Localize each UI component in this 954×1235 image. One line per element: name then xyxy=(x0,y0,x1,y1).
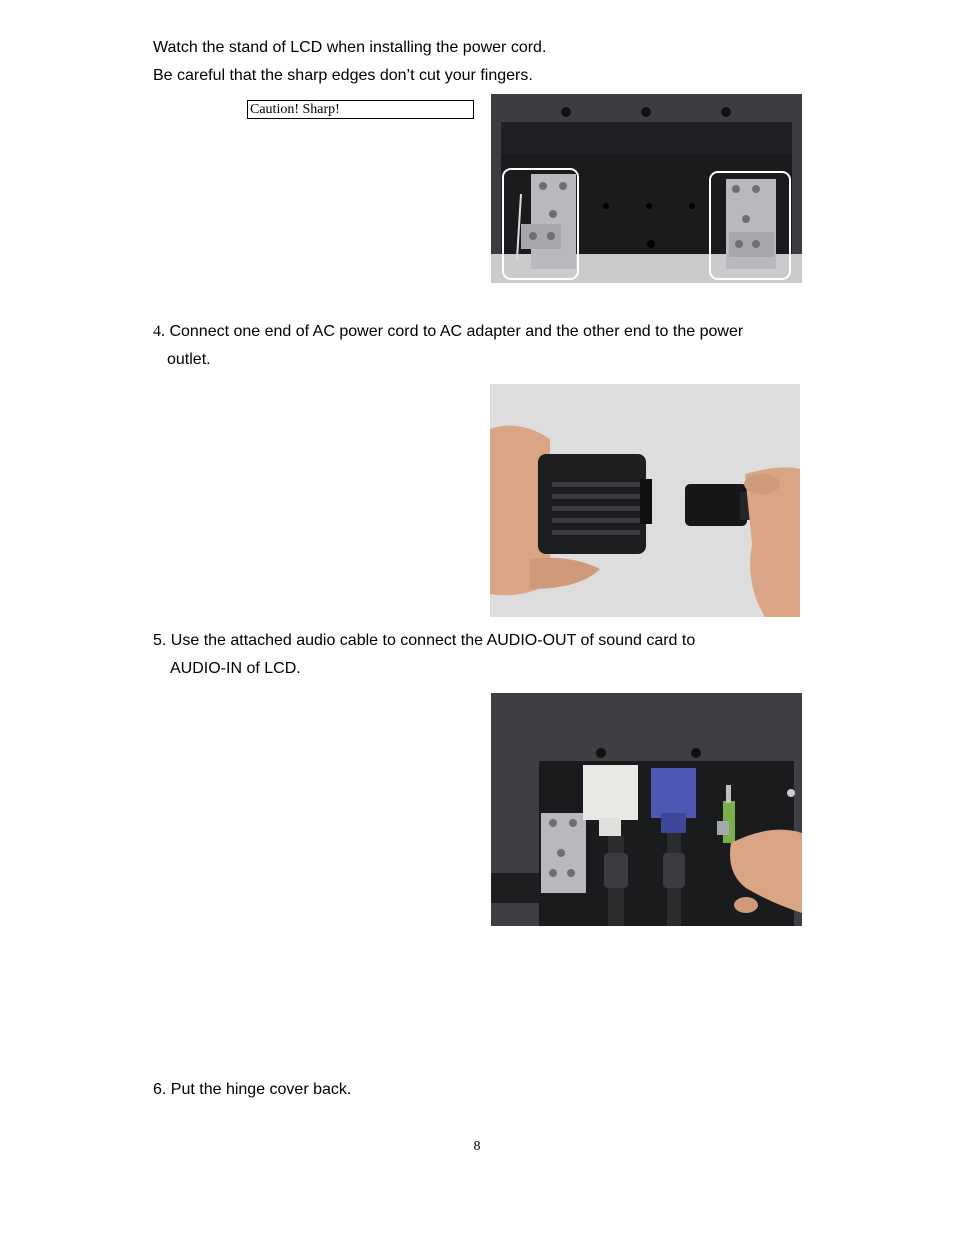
step-5-line-2: AUDIO-IN of LCD. xyxy=(170,660,301,677)
caution-label: Caution! Sharp! xyxy=(247,100,474,119)
step-4-text: Connect one end of AC power cord to AC adapter and the other end to the power xyxy=(165,323,744,340)
page-number: 8 xyxy=(473,1139,481,1154)
audio-cable-photo xyxy=(491,693,802,926)
hinge-photo xyxy=(491,94,802,283)
step-4-number: 4. xyxy=(153,323,165,340)
intro-line-1: Watch the stand of LCD when installing the power cord. xyxy=(153,39,547,56)
step-5-line-1: 5. Use the attached audio cable to connect the AUDIO-OUT of sound card to xyxy=(153,632,696,649)
ac-adapter-photo xyxy=(490,384,800,617)
step-6-line: 6. Put the hinge cover back. xyxy=(153,1081,352,1098)
step-4-line-1 xyxy=(153,322,743,342)
step-4-line-2: outlet. xyxy=(167,351,211,368)
intro-line-2: Be careful that the sharp edges don’t cut your fingers. xyxy=(153,67,533,84)
